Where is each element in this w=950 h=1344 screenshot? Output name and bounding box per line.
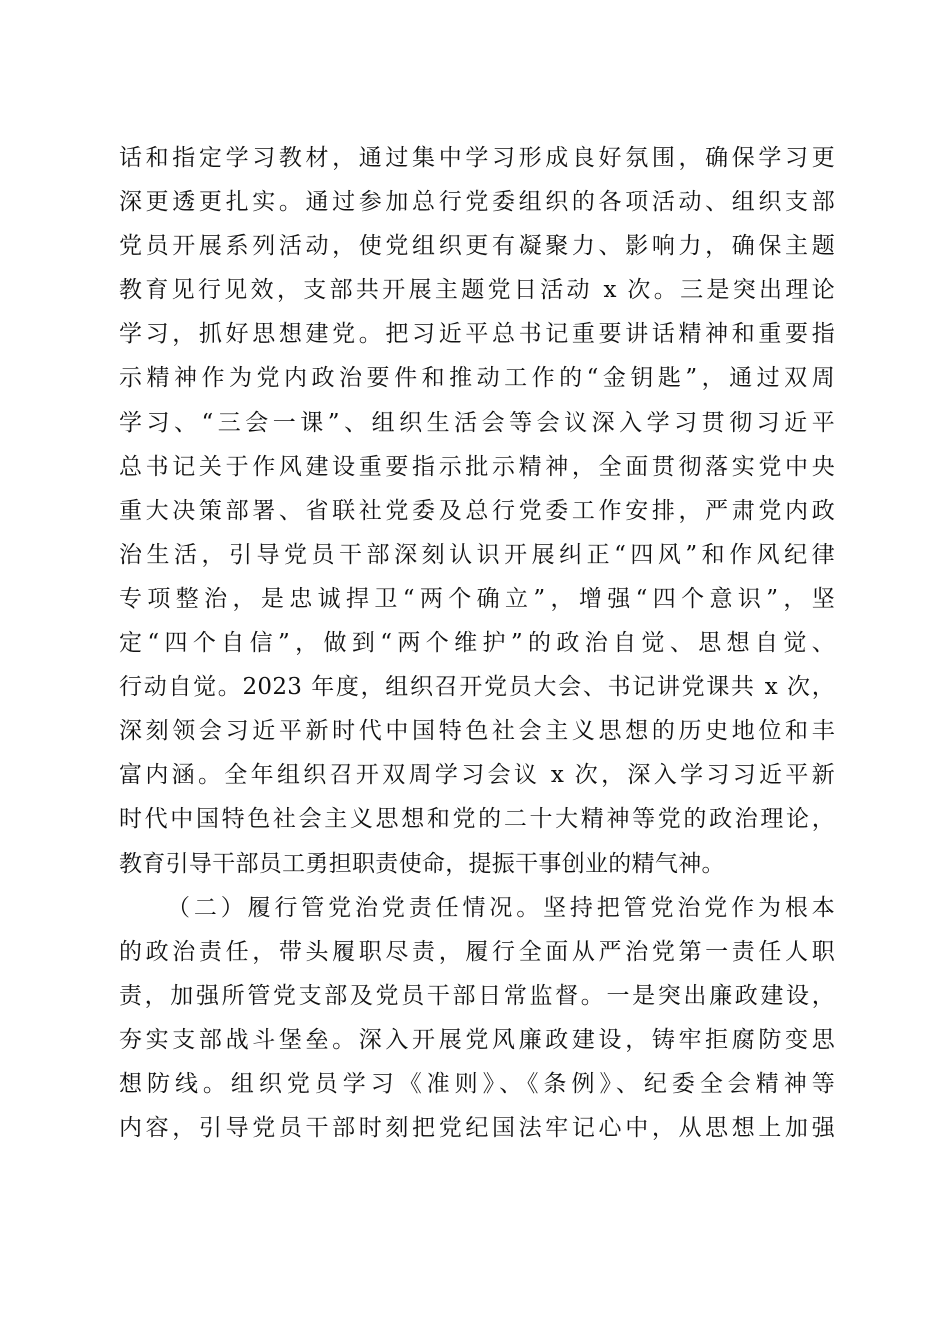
text-line: 治生活，引导党员干部深刻认识开展纠正“四风”和作风纪律 <box>119 541 835 568</box>
text-line: 学习、“三会一课”、组织生活会等会议深入学习贯彻习近平 <box>119 409 835 436</box>
text-line: 想防线。组织党员学习《准则》、《条例》、纪委全会精神等 <box>119 1070 835 1097</box>
text-line: 时代中国特色社会主义思想和党的二十大精神等党的政治理论， <box>119 806 835 833</box>
text-line: 行动自觉。2023 年度，组织召开党员大会、书记讲党课共 x 次， <box>119 674 835 701</box>
text-line: 深更透更扎实。通过参加总行党委组织的各项活动、组织支部 <box>119 189 835 216</box>
text-line: 夯实支部战斗堡垒。深入开展党风廉政建设，铸牢拒腐防变思 <box>119 1026 835 1053</box>
text-line: 重大决策部署、省联社党委及总行党委工作安排，严肃党内政 <box>119 497 835 524</box>
text-line: 话和指定学习教材，通过集中学习形成良好氛围，确保学习更 <box>119 145 835 171</box>
text-line: 深刻领会习近平新时代中国特色社会主义思想的历史地位和丰 <box>119 718 835 745</box>
text-line: 富内涵。全年组织召开双周学习会议 x 次，深入学习习近平新 <box>119 762 835 789</box>
section-heading-line: （二）履行管党治党责任情况。坚持把管党治党作为根本 <box>167 894 835 921</box>
text-line: 示精神作为党内政治要件和推动工作的“金钥匙”，通过双周 <box>119 365 835 392</box>
text-line: 教育见行见效，支部共开展主题党日活动 x 次。三是突出理论 <box>119 277 835 304</box>
text-line: 的政治责任，带头履职尽责，履行全面从严治党第一责任人职 <box>119 938 835 965</box>
body-text <box>119 136 835 1150</box>
text-line: 总书记关于作风建设重要指示批示精神，全面贯彻落实党中央 <box>119 453 835 480</box>
text-line: 学习，抓好思想建党。把习近平总书记重要讲话精神和重要指 <box>119 321 835 348</box>
text-line: 责，加强所管党支部及党员干部日常监督。一是突出廉政建设， <box>119 982 835 1009</box>
text-line: 内容，引导党员干部时刻把党纪国法牢记心中，从思想上加强 <box>119 1115 835 1142</box>
text-line: 党员开展系列活动，使党组织更有凝聚力、影响力，确保主题 <box>119 233 835 260</box>
text-line: 专项整治，是忠诚捍卫“两个确立”，增强“四个意识”，坚 <box>119 585 835 612</box>
paragraph-end-line: 教育引导干部员工勇担职责使命，提振干事创业的精气神。 <box>119 850 725 877</box>
text-line: 定“四个自信”，做到“两个维护”的政治自觉、思想自觉、 <box>119 630 835 657</box>
